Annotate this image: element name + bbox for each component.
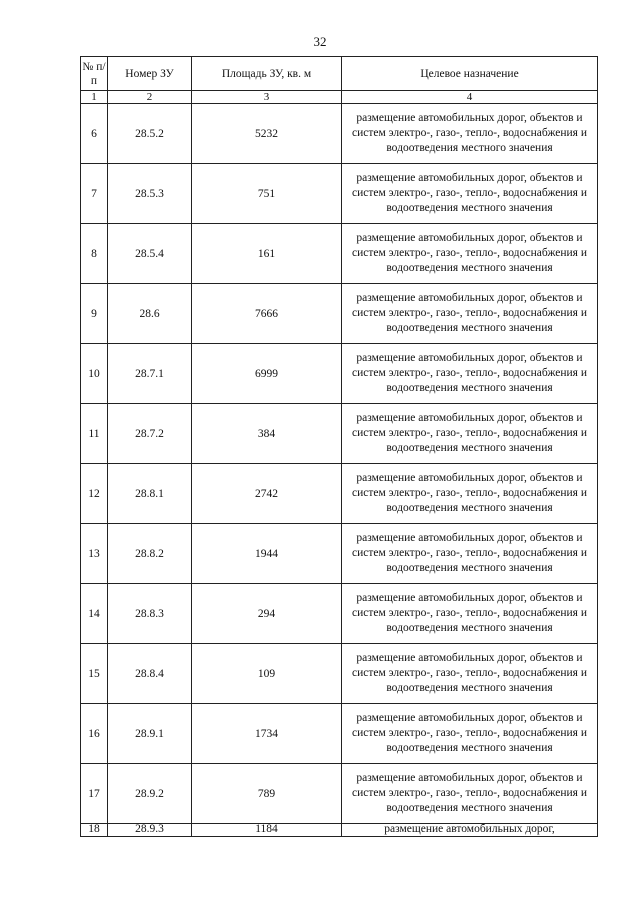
plot-area: 789 bbox=[192, 764, 342, 824]
plot-purpose: размещение автомобильных дорог, объектов и систем электро-, газо-, тепло-, водоснабжения и водоотведения местного значения bbox=[342, 344, 598, 404]
plot-id: 28.8.2 bbox=[108, 524, 192, 584]
row-number: 6 bbox=[81, 104, 108, 164]
plot-purpose: размещение автомобильных дорог, объектов и систем электро-, газо-, тепло-, водоснабжения и водоотведения местного значения bbox=[342, 224, 598, 284]
plot-area: 161 bbox=[192, 224, 342, 284]
column-number: 2 bbox=[108, 91, 192, 104]
plot-id: 28.5.2 bbox=[108, 104, 192, 164]
header-area: Площадь ЗУ, кв. м bbox=[192, 57, 342, 91]
row-number: 18 bbox=[81, 824, 108, 837]
table-row bbox=[81, 464, 598, 524]
column-number: 4 bbox=[342, 91, 598, 104]
plot-id: 28.7.1 bbox=[108, 344, 192, 404]
plot-id: 28.9.3 bbox=[108, 824, 192, 837]
plot-id: 28.7.2 bbox=[108, 404, 192, 464]
plot-id: 28.5.3 bbox=[108, 164, 192, 224]
header-plot-id: Номер ЗУ bbox=[108, 57, 192, 91]
row-number: 16 bbox=[81, 704, 108, 764]
row-number: 7 bbox=[81, 164, 108, 224]
plot-purpose: размещение автомобильных дорог, объектов и систем электро-, газо-, тепло-, водоснабжения и водоотведения местного значения bbox=[342, 644, 598, 704]
plot-purpose: размещение автомобильных дорог, объектов и систем электро-, газо-, тепло-, водоснабжения и водоотведения местного значения bbox=[342, 764, 598, 824]
plot-area: 7666 bbox=[192, 284, 342, 344]
plot-id: 28.5.4 bbox=[108, 224, 192, 284]
plot-area: 751 bbox=[192, 164, 342, 224]
plot-area: 109 bbox=[192, 644, 342, 704]
column-number: 1 bbox=[81, 91, 108, 104]
table-row-partial bbox=[81, 824, 598, 837]
row-number: 9 bbox=[81, 284, 108, 344]
table-row bbox=[81, 284, 598, 344]
plot-id: 28.9.1 bbox=[108, 704, 192, 764]
plot-id: 28.9.2 bbox=[108, 764, 192, 824]
plot-id: 28.8.1 bbox=[108, 464, 192, 524]
column-number: 3 bbox=[192, 91, 342, 104]
plot-area: 384 bbox=[192, 404, 342, 464]
plot-id: 28.6 bbox=[108, 284, 192, 344]
plot-area: 6999 bbox=[192, 344, 342, 404]
plot-purpose: размещение автомобильных дорог, объектов и систем электро-, газо-, тепло-, водоснабжения и водоотведения местного значения bbox=[342, 164, 598, 224]
plot-purpose: размещение автомобильных дорог, объектов и систем электро-, газо-, тепло-, водоснабжения и водоотведения местного значения bbox=[342, 524, 598, 584]
plot-area: 1734 bbox=[192, 704, 342, 764]
table-row bbox=[81, 644, 598, 704]
table-body bbox=[81, 104, 598, 837]
plot-area: 1944 bbox=[192, 524, 342, 584]
plot-purpose: размещение автомобильных дорог, bbox=[342, 824, 598, 837]
plot-purpose: размещение автомобильных дорог, объектов и систем электро-, газо-, тепло-, водоснабжения и водоотведения местного значения bbox=[342, 464, 598, 524]
land-plots-table bbox=[80, 56, 598, 837]
row-number: 12 bbox=[81, 464, 108, 524]
table-header-row bbox=[81, 57, 598, 91]
table-row bbox=[81, 224, 598, 284]
row-number: 11 bbox=[81, 404, 108, 464]
plot-area: 5232 bbox=[192, 104, 342, 164]
page-number: 32 bbox=[313, 34, 327, 49]
row-number: 14 bbox=[81, 584, 108, 644]
table-row bbox=[81, 764, 598, 824]
plot-purpose: размещение автомобильных дорог, объектов и систем электро-, газо-, тепло-, водоснабжения и водоотведения местного значения bbox=[342, 284, 598, 344]
header-purpose: Целевое назначение bbox=[342, 57, 598, 91]
row-number: 13 bbox=[81, 524, 108, 584]
plot-area: 1184 bbox=[192, 824, 342, 837]
plot-purpose: размещение автомобильных дорог, объектов и систем электро-, газо-, тепло-, водоснабжения и водоотведения местного значения bbox=[342, 404, 598, 464]
table-row bbox=[81, 104, 598, 164]
plot-purpose: размещение автомобильных дорог, объектов и систем электро-, газо-, тепло-, водоснабжения и водоотведения местного значения bbox=[342, 584, 598, 644]
plot-purpose: размещение автомобильных дорог, объектов и систем электро-, газо-, тепло-, водоснабжения и водоотведения местного значения bbox=[342, 104, 598, 164]
row-number: 17 bbox=[81, 764, 108, 824]
row-number: 10 bbox=[81, 344, 108, 404]
table-row bbox=[81, 584, 598, 644]
row-number: 8 bbox=[81, 224, 108, 284]
plot-area: 2742 bbox=[192, 464, 342, 524]
header-number: № п/п bbox=[81, 57, 108, 91]
table-row bbox=[81, 704, 598, 764]
row-number: 15 bbox=[81, 644, 108, 704]
plot-purpose: размещение автомобильных дорог, объектов и систем электро-, газо-, тепло-, водоснабжения и водоотведения местного значения bbox=[342, 704, 598, 764]
table-row bbox=[81, 164, 598, 224]
plot-id: 28.8.4 bbox=[108, 644, 192, 704]
plot-area: 294 bbox=[192, 584, 342, 644]
table-row bbox=[81, 344, 598, 404]
table-row bbox=[81, 524, 598, 584]
table-row bbox=[81, 404, 598, 464]
column-number-row bbox=[81, 91, 598, 104]
plot-id: 28.8.3 bbox=[108, 584, 192, 644]
